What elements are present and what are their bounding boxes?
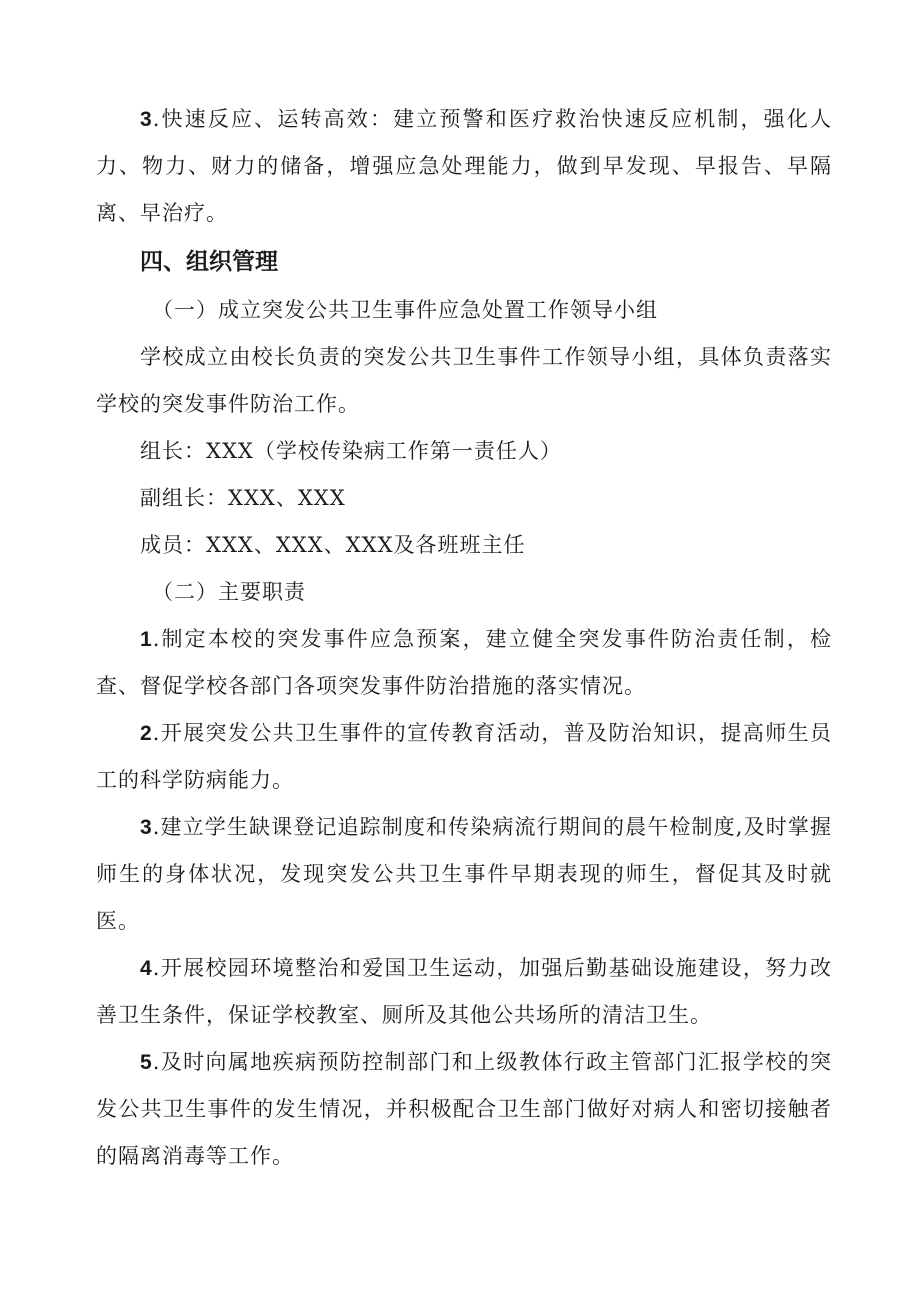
members-line: 成员：XXX、XXX、XXX及各班班主任 <box>140 533 526 557</box>
duty-paragraph-3 <box>96 804 832 945</box>
paragraph-text: .及时向属地疾病预防控制部门和上级教体行政主管部门汇报学校的突发公共卫生事件的发生情况，并积极配合卫生部门做好对病人和密切接触者的隔离消毒等工作。 <box>96 1050 832 1168</box>
item-number: 3 <box>140 816 153 839</box>
paragraph-text: .开展校园环境整治和爱国卫生运动，加强后勤基础设施建设，努力改善卫生条件，保证学校教室、厕所及其他公共场所的清洁卫生。 <box>96 956 832 1027</box>
item-number: 4 <box>140 957 153 980</box>
intro-paragraph: 学校成立由校长负责的突发公共卫生事件工作领导小组，具体负责落实学校的突发事件防治工作。 <box>96 345 832 416</box>
document-body <box>96 96 832 1180</box>
duty-paragraph-2 <box>96 710 832 804</box>
paragraph-text: .制定本校的突发事件应急预案，建立健全突发事件防治责任制，检查、督促学校各部门各项突发事件防治措施的落实情况。 <box>96 627 832 698</box>
section-heading-4: 四、组织管理 <box>140 249 278 275</box>
deputy-leader-line: 副组长：XXX、XXX <box>140 486 346 510</box>
item-number: 1 <box>140 628 153 651</box>
principle-3-paragraph <box>96 96 832 237</box>
paragraph-text: .建立学生缺课登记追踪制度和传染病流行期间的晨午检制度,及时掌握师生的身体状况，发现突发公共卫生事件早期表现的师生，督促其及时就医。 <box>96 815 832 933</box>
item-number: 5 <box>140 1051 153 1074</box>
paragraph-text: .开展突发公共卫生事件的宣传教育活动，普及防治知识，提高师生员工的科学防病能力。 <box>96 721 832 792</box>
subsection-heading-1: （一）成立突发公共卫生事件应急处置工作领导小组 <box>152 298 658 322</box>
paragraph-text: .快速反应、运转高效：建立预警和医疗救治快速反应机制，强化人力、物力、财力的储备，增强应急处理能力，做到早发现、早报告、早隔离、早治疗。 <box>96 107 832 225</box>
duty-paragraph-4 <box>96 945 832 1039</box>
subsection-heading-2: （二）主要职责 <box>152 580 306 604</box>
duty-paragraph-1 <box>96 616 832 710</box>
leader-line: 组长：XXX（学校传染病工作第一责任人） <box>140 439 562 463</box>
item-number: 3 <box>140 108 153 131</box>
item-number: 2 <box>140 722 153 745</box>
duty-paragraph-5 <box>96 1039 832 1180</box>
